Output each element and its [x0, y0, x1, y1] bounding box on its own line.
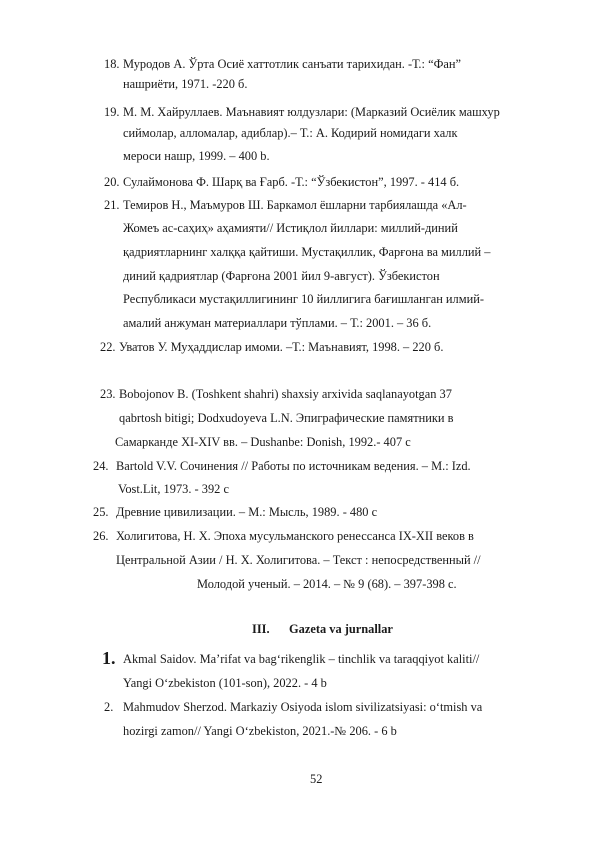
bib-entry-26-line-2: Центральной Азии / Н. Х. Холигитова. – Текст : непосредственный //	[116, 553, 481, 567]
bib-entry-25-line-1: Древние цивилизации. – М.: Мысль, 1989. - 480 с	[116, 505, 378, 519]
bib-entry-20-line-1: Сулаймонова Ф. Шарқ ва Ғарб. -Т.: “Ўзбекистон”, 1997. - 414 б.	[123, 175, 460, 189]
bib-entry-24-line-1: Bartold V.V. Сочинения // Работы по источникам ведения. – M.: Izd.	[116, 459, 471, 473]
section-iii-numeral: III.	[252, 622, 270, 636]
journal-entry-1-number: 1.	[102, 648, 116, 668]
bib-entry-24-line-2: Vost.Lit, 1973. - 392 c	[118, 482, 229, 496]
bib-entry-23-line-3: Самарканде XI-XIV вв. – Dushanbe: Donish, 1992.- 407 c	[115, 435, 411, 449]
bib-entry-26-line-1: Холигитова, Н. Х. Эпоха мусульманского ренессанса IX-XII веков в	[116, 529, 474, 543]
bib-entry-19-line-3: мероси нашр, 1999. – 400 b.	[123, 149, 270, 163]
bib-entry-21-line-4: диний қадриятлар (Фарғона 2001 йил 9-август). Ўзбекистон	[123, 269, 440, 283]
bib-entry-21-line-5: Республикаси мустақиллигининг 10 йиллигига бағишланган илмий-	[123, 292, 484, 306]
bib-entry-26-number: 26.	[93, 529, 109, 543]
bib-entry-21-line-2: Жомеъ ас-саҳиҳ» аҳамияти// Истиқлол йиллари: миллий-диний	[123, 221, 458, 235]
section-iii-title: Gazeta va jurnallar	[289, 622, 393, 636]
bib-entry-21-line-3: қадриятларнинг халққа қайтиши. Мустақиллик, Фарғона ва миллий –	[123, 245, 491, 259]
journal-entry-1-line-2: Yangi O‘zbekiston (101-son), 2022. - 4 b	[123, 676, 327, 690]
journal-entry-1-line-1: Akmal Saidov. Ma’rifat va bag‘rikenglik – tinchlik va taraqqiyot kaliti//	[123, 652, 480, 666]
bib-entry-21-line-6: амалий анжуман материаллари тўплами. – Т.: 2001. – 36 б.	[123, 316, 432, 330]
bib-entry-22-number: 22.	[100, 340, 116, 354]
bib-entry-23-number: 23.	[100, 387, 116, 401]
journal-entry-2-line-1: Mahmudov Sherzod. Markaziy Osiyoda islom sivilizatsiyasi: o‘tmish va	[123, 700, 483, 714]
bib-entry-20-number: 20.	[104, 175, 120, 189]
bib-entry-25-number: 25.	[93, 505, 109, 519]
bib-entry-18-line-2: нашриёти, 1971. -220 б.	[123, 77, 248, 91]
bib-entry-19-line-2: сиймолар, алломалар, адиблар).– Т.: А. Кодирий номидаги халк	[123, 126, 458, 140]
bib-entry-22-line-1: Уватов У. Муҳаддислар имоми. –Т.: Маънавият, 1998. – 220 б.	[119, 340, 444, 354]
bib-entry-19-number: 19.	[104, 105, 120, 119]
page-number: 52	[310, 772, 323, 786]
bib-entry-24-number: 24.	[93, 459, 109, 473]
bib-entry-18-number: 18.	[104, 57, 120, 71]
bib-entry-19-line-1: М. М. Хайруллаев. Маънавият юлдузлари: (Марказий Осиёлик машхур	[123, 105, 500, 119]
bib-entry-21-number: 21.	[104, 198, 120, 212]
journal-entry-2-number: 2.	[104, 700, 114, 714]
bib-entry-23-line-2: qabrtosh bitigi; Dodxudoyeva L.N. Эпиграфические памятники в	[119, 411, 454, 425]
bib-entry-23-line-1: Bobojonov B. (Toshkent shahri) shaxsiy arxivida saqlanayotgan 37	[119, 387, 452, 401]
bib-entry-18-line-1: Муродов А. Ўрта Осиё хаттотлик санъати тарихидан. -Т.: “Фан”	[123, 57, 461, 71]
bib-entry-21-line-1: Темиров Н., Маъмуров Ш. Баркамол ёшларни тарбиялашда «Ал-	[123, 198, 467, 212]
bib-entry-26-line-3: Молодой ученый. – 2014. – № 9 (68). – 397-398 с.	[197, 577, 457, 591]
journal-entry-2-line-2: hozirgi zamon// Yangi O‘zbekiston, 2021.-№ 206. - 6 b	[123, 724, 397, 738]
